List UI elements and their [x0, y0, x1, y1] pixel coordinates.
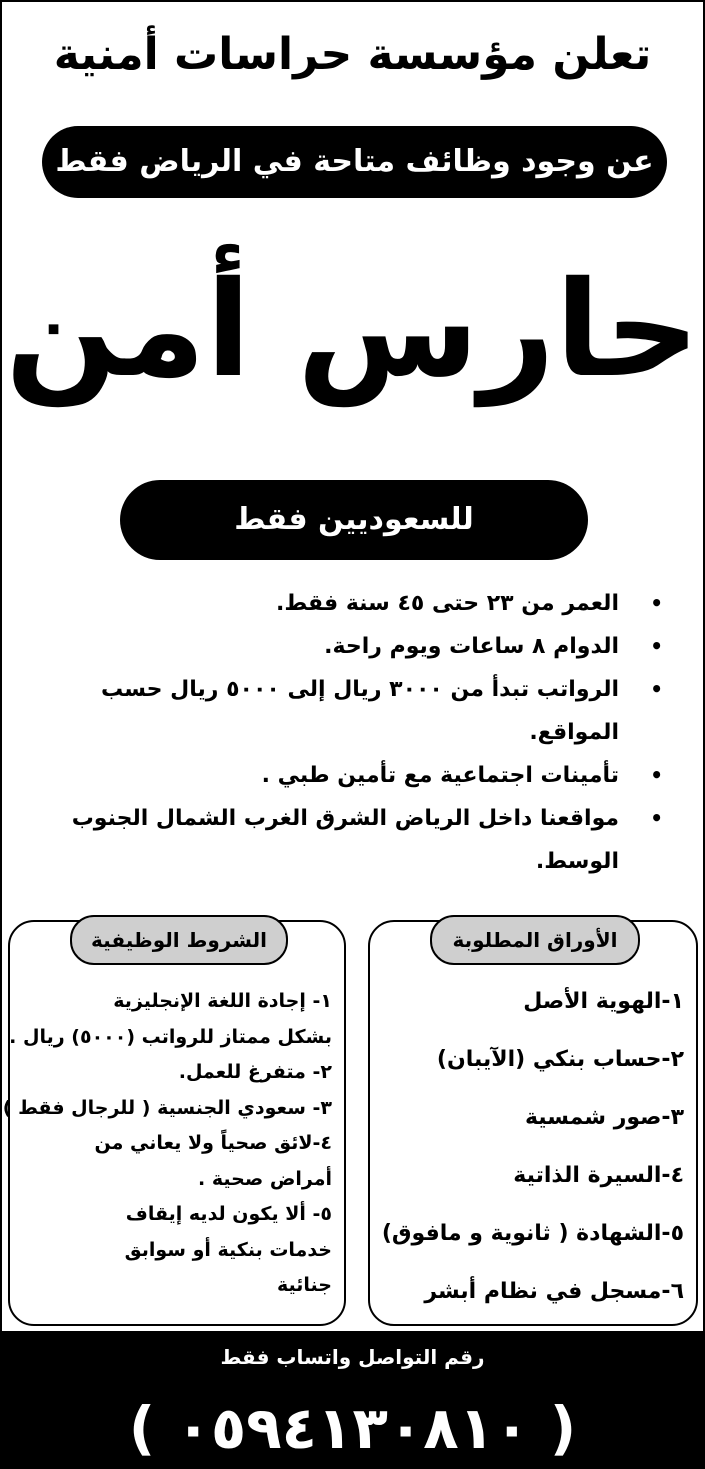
conditions-title: الشروط الوظيفية	[70, 915, 288, 965]
condition-line: أمراض صحية .	[198, 1167, 332, 1190]
document-item: ٤-السيرة الذاتية	[513, 1163, 684, 1188]
list-item: • العمر من ٢٣ حتى ٤٥ سنة فقط.	[27, 582, 667, 625]
documents-list	[378, 982, 684, 1330]
condition-line: خدمات بنكية أو سوابق	[124, 1238, 332, 1261]
condition-line: ٤-لائق صحياً ولا يعاني من	[94, 1132, 332, 1154]
contact-footer	[2, 1331, 703, 1467]
conditions-box	[2, 920, 346, 1326]
condition-line: ١- إجادة اللغة الإنجليزية	[113, 990, 332, 1012]
ad-title: تعلن مؤسسة حراسات أمنية	[53, 29, 652, 80]
requirements-list	[27, 582, 667, 883]
documents-box	[368, 920, 698, 1326]
phone-number: ( ٠٥٩٤١٣٠٨١٠ )	[128, 1394, 577, 1462]
condition-line: ٢- متفرغ للعمل.	[178, 1061, 332, 1083]
audience-banner: للسعوديين فقط	[120, 480, 588, 560]
document-item: ١-الهوية الأصل	[523, 989, 684, 1014]
contact-label: رقم التواصل واتساب فقط	[220, 1345, 485, 1369]
list-item: • تأمينات اجتماعية مع تأمين طبي .	[27, 754, 667, 797]
condition-line: ٣- سعودي الجنسية ( للرجال فقط )	[2, 1096, 332, 1119]
subtitle-banner: عن وجود وظائف متاحة في الرياض فقط	[42, 126, 667, 198]
document-item: ٣-صور شمسية	[524, 1105, 684, 1130]
conditions-list	[2, 984, 332, 1304]
condition-line: جنائية	[277, 1274, 332, 1296]
document-item: ٥-الشهادة ( ثانوية و مافوق)	[381, 1221, 684, 1246]
list-item: • مواقعنا داخل الرياض الشرق الغرب الشمال الجنوب الوسط.	[27, 797, 667, 883]
condition-line: ٥- ألا يكون لديه إيقاف	[125, 1203, 332, 1225]
list-item: • الرواتب تبدأ من ٣٠٠٠ ريال إلى ٥٠٠٠ ريال حسب المواقع.	[27, 668, 667, 754]
list-item: • الدوام ٨ ساعات ويوم راحة.	[27, 625, 667, 668]
document-item: ٦-مسجل في نظام أبشر	[424, 1279, 684, 1304]
documents-title: الأوراق المطلوبة	[430, 915, 640, 965]
document-item: ٢-حساب بنكي (الآيبان)	[436, 1047, 684, 1072]
condition-line: بشكل ممتاز للرواتب (٥٠٠٠) ريال .	[9, 1025, 332, 1048]
job-headline: حارس أمن	[5, 253, 700, 407]
